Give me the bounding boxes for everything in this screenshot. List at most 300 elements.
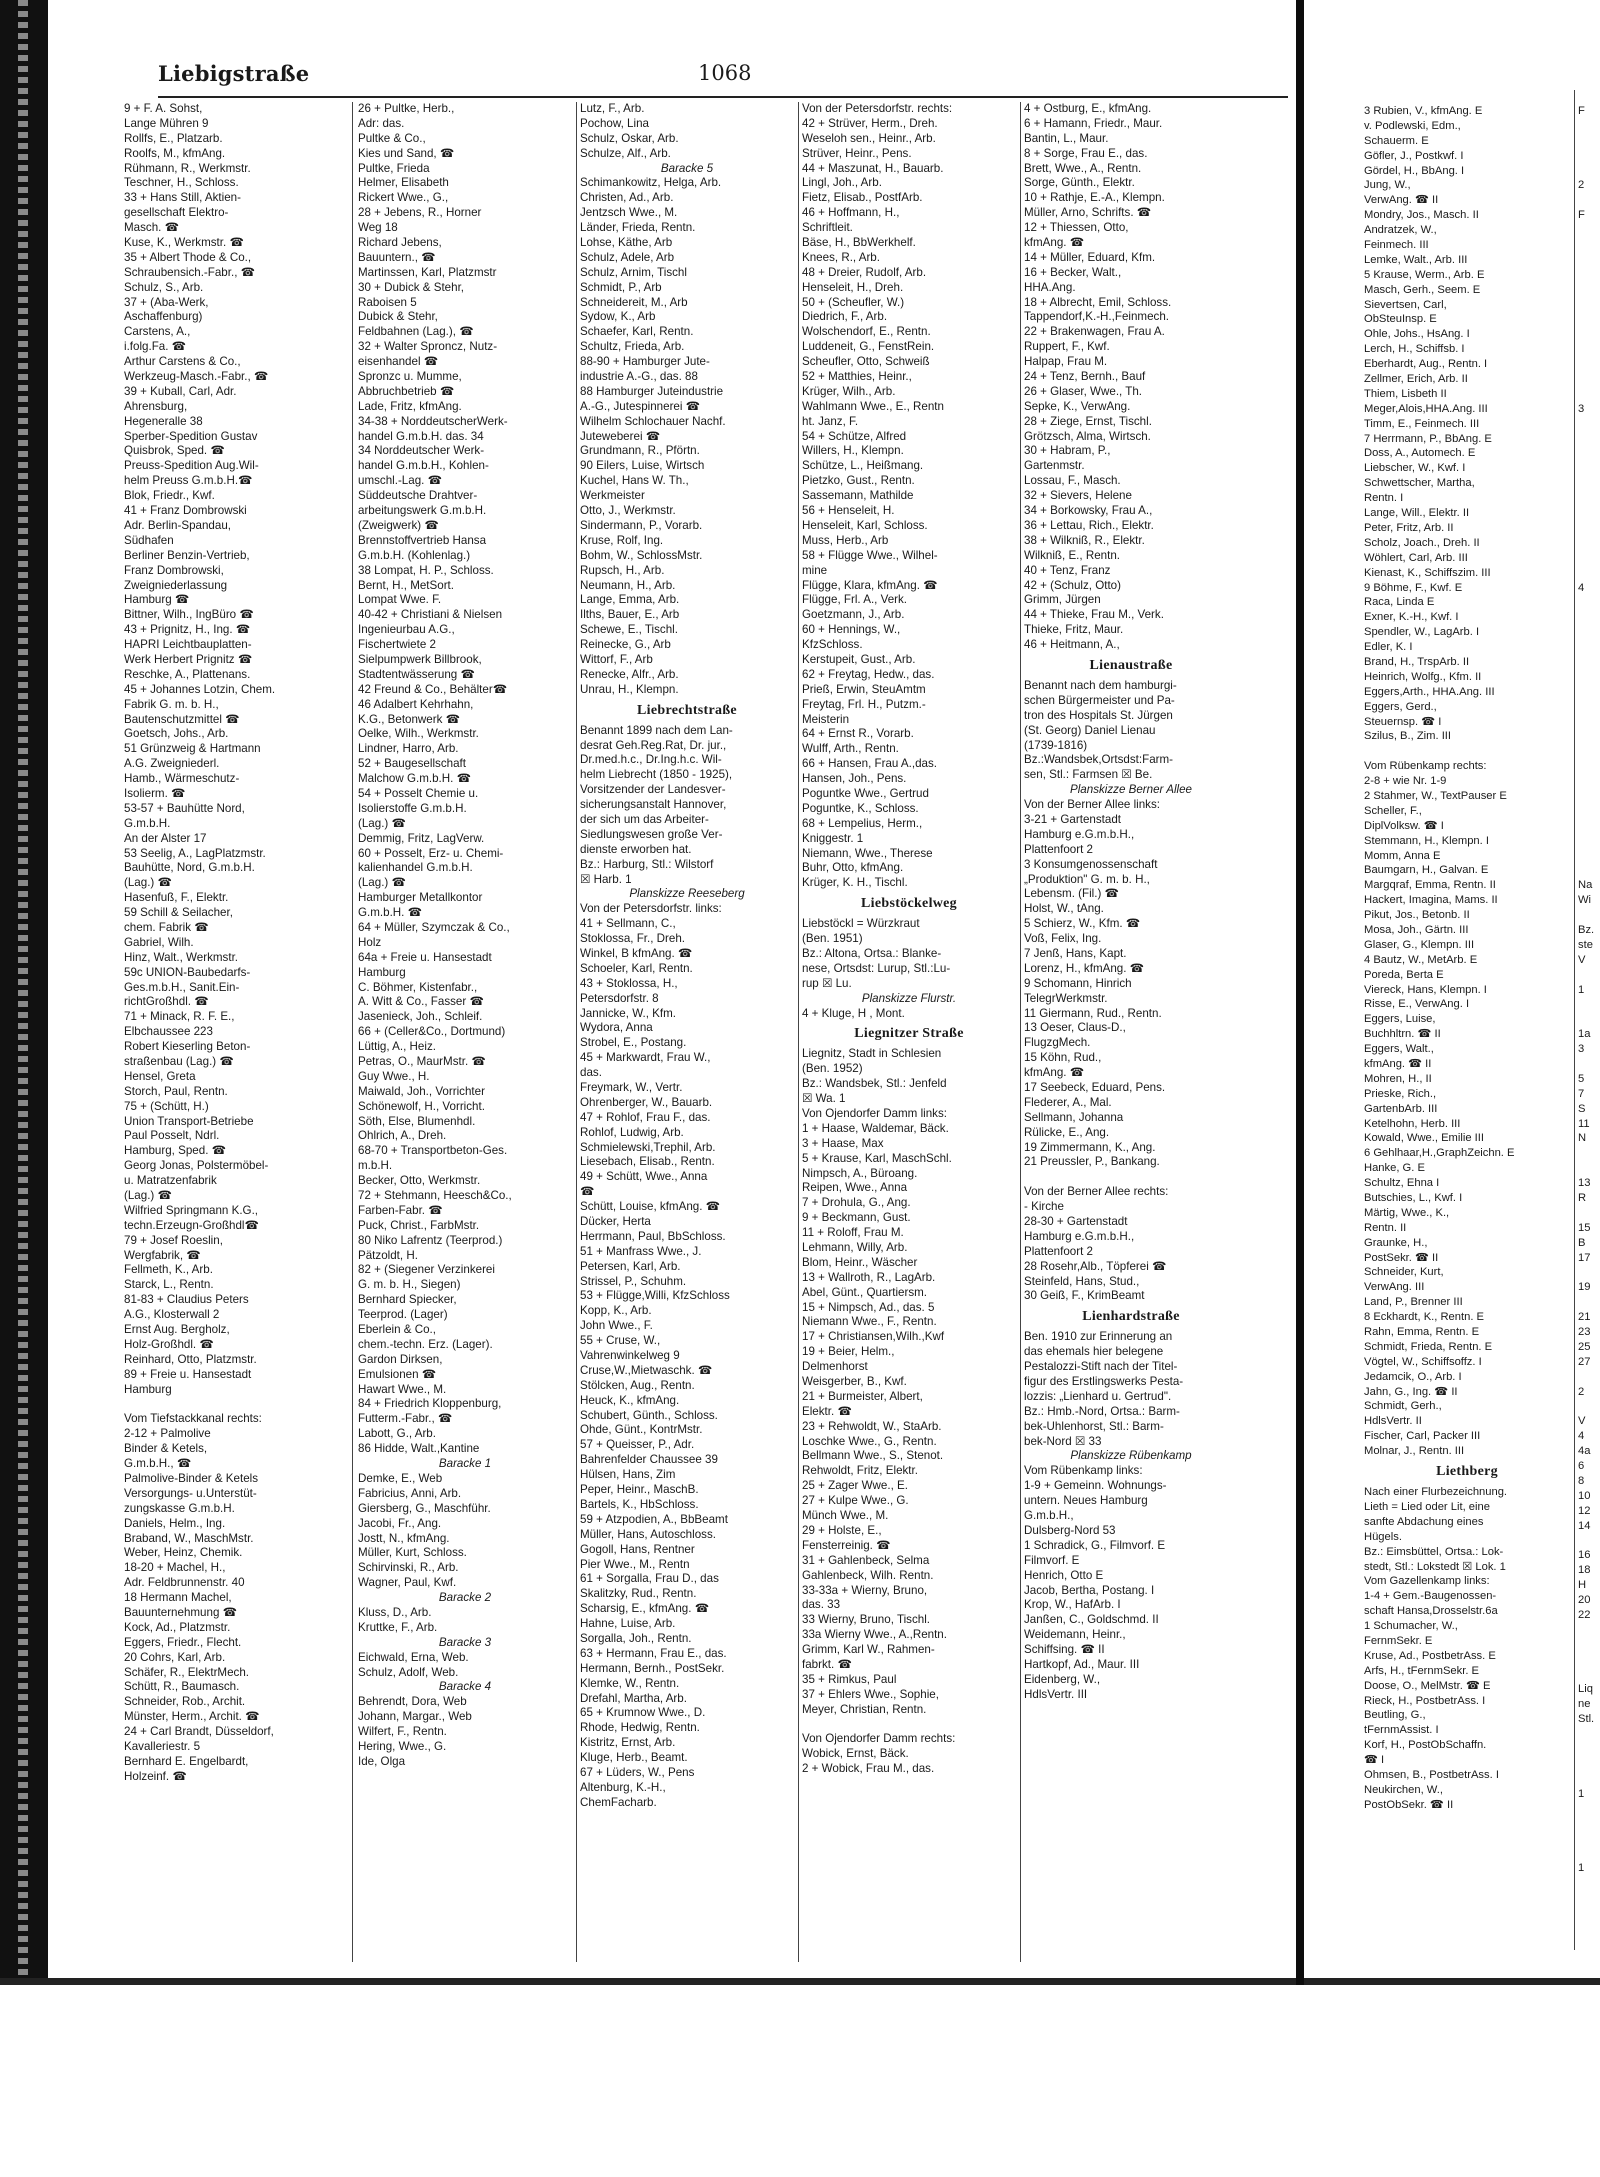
entry-line: Futterm.-Fabr., ☎ xyxy=(358,1412,453,1426)
entry-line: 66 + Hansen, Frau A.,das. xyxy=(802,757,938,771)
entry-line: Kuchel, Hans W. Th., xyxy=(580,474,689,488)
entry-line: R xyxy=(1578,1192,1587,1205)
entry-line: Schmielewski,Trephil, Arb. xyxy=(580,1140,716,1154)
entry-line: Binder & Ketels, xyxy=(124,1442,208,1456)
entry-line: 43 + Stoklossa, H., xyxy=(580,976,678,990)
section-note: Baracke 5 xyxy=(660,161,714,175)
entry-line: Pätzoldt, H. xyxy=(358,1248,418,1262)
entry-line: Behrendt, Dora, Web xyxy=(358,1695,467,1709)
entry-line: HHA.Ang. xyxy=(1024,280,1076,294)
entry-line: 12 xyxy=(1578,1504,1591,1517)
entry-line: Ohde, Günt., KontrMstr. xyxy=(580,1423,703,1437)
entry-line: 9 Böhme, F., Kwf. E xyxy=(1364,581,1463,594)
entry-line: 20 xyxy=(1578,1594,1591,1607)
entry-line xyxy=(1578,298,1600,313)
entry-line: Ges.m.b.H., Sanit.Ein- xyxy=(124,980,240,994)
entry-line: Teerprod. (Lager) xyxy=(358,1308,448,1322)
entry-line xyxy=(1578,446,1600,461)
entry-line: kfmAng. ☎ xyxy=(1024,236,1085,250)
column-rule xyxy=(576,102,577,1962)
entry-line: Goetsch, Johs., Arb. xyxy=(124,727,229,741)
entry-line: 10 xyxy=(1578,1489,1591,1502)
entry-line: helm Preuss G.m.b.H.☎ xyxy=(124,474,253,488)
entry-line: 39 + Kuball, Carl, Adr. xyxy=(124,384,237,398)
entry-line: 90 Eilers, Luise, Wirtsch xyxy=(580,459,705,473)
street-heading: Liethberg xyxy=(1436,1464,1498,1480)
entry-line: Guy Wwe., H. xyxy=(358,1069,430,1083)
entry-line: Eggers, Luise, xyxy=(1364,1013,1436,1026)
entry-line: 55 + Cruse, W., xyxy=(580,1334,661,1348)
entry-line: Juteweberei ☎ xyxy=(580,429,661,443)
entry-line: Unrau, H., Klempn. xyxy=(580,682,679,696)
entry-line: 68-70 + Transportbeton-Ges. xyxy=(358,1144,508,1158)
entry-line: 32 + Sievers, Helene xyxy=(1024,489,1132,503)
entry-line: Krüger, Wilh., Arb. xyxy=(802,384,896,398)
entry-line: 9 + Beckmann, Gust. xyxy=(802,1211,911,1225)
entry-line: Bz.: Eimsbüttel, Ortsa.: Lok- xyxy=(1364,1545,1504,1558)
entry-line: 2 Stahmer, W., TextPauser E xyxy=(1364,789,1507,802)
entry-line: 1a xyxy=(1578,1028,1591,1041)
entry-line: Bahrenfelder Chaussee 39 xyxy=(580,1453,718,1467)
entry-line: Altenburg, K.-H., xyxy=(580,1780,666,1794)
entry-line: Becker, Otto, Werkmstr. xyxy=(358,1174,481,1188)
entry-line: Butschies, L., Kwf. I xyxy=(1364,1192,1463,1205)
entry-line: F xyxy=(1578,209,1585,222)
entry-line: das. 33 xyxy=(802,1598,841,1612)
entry-line: Reinecke, G., Arb xyxy=(580,638,671,652)
entry-line: chem. Fabrik ☎ xyxy=(124,920,209,934)
entry-line: Jasenieck, Joh., Schleif. xyxy=(358,1010,483,1024)
entry-line: 15 xyxy=(1578,1221,1591,1234)
entry-line xyxy=(1578,253,1600,268)
entry-line: 51 + Manfrass Wwe., J. xyxy=(580,1244,702,1258)
entry-line: 9 + F. A. Sohst, xyxy=(124,102,203,115)
entry-line: Lieth = Lied oder Lit, eine xyxy=(1364,1500,1490,1513)
entry-line: Szilus, B., Zim. III xyxy=(1364,730,1452,743)
entry-line xyxy=(1578,1295,1600,1310)
entry-line: Korf, H., PostObSchaffn. xyxy=(1364,1739,1487,1752)
entry-line: 3 + Haase, Max xyxy=(802,1136,884,1150)
column-4 xyxy=(802,102,1016,1970)
entry-line: 67 + Lüders, W., Pens xyxy=(580,1765,695,1779)
entry-line: 5 Schierz, W., Kfm. ☎ xyxy=(1024,917,1141,931)
entry-line: Martinssen, Karl, Platzmstr xyxy=(358,265,497,279)
entry-line: 16 + Becker, Walt., xyxy=(1024,265,1122,279)
entry-line: Schirvinski, R., Arb. xyxy=(358,1561,459,1575)
entry-line: Arthur Carstens & Co., xyxy=(124,355,241,369)
entry-line: sanfte Abdachung eines xyxy=(1364,1515,1484,1528)
entry-line: 1 Schumacher, W., xyxy=(1364,1620,1458,1633)
entry-line: Carstens, A., xyxy=(124,325,191,339)
entry-line: tFernmAssist. I xyxy=(1364,1724,1439,1737)
entry-line: kfmAng. ☎ xyxy=(1024,1066,1085,1080)
entry-line: Sievertsen, Carl, xyxy=(1364,298,1447,311)
entry-line: Spendler, W., LagArb. I xyxy=(1364,626,1480,639)
entry-line: Ide, Olga xyxy=(358,1754,406,1768)
entry-line: Nimpsch, A., Büroang. xyxy=(802,1166,918,1180)
entry-line: Voß, Felix, Ing. xyxy=(1024,932,1102,946)
entry-line: Oelke, Wilh., Werkmstr. xyxy=(358,727,479,741)
entry-line: G.m.b.H., xyxy=(1024,1509,1074,1523)
entry-line: 25 + Zager Wwe., E. xyxy=(802,1479,908,1493)
entry-line: Scheufler, Otto, Schweiß xyxy=(802,355,930,369)
entry-line: Masch. ☎ xyxy=(124,221,180,235)
entry-line: 4 + Ostburg, E., kfmAng. xyxy=(1024,102,1152,115)
entry-line: Spronzc u. Mumme, xyxy=(358,370,462,384)
entry-line: Kavalleriestr. 5 xyxy=(124,1739,201,1753)
entry-line xyxy=(1578,1816,1600,1831)
entry-line: 29 + Holste, E., xyxy=(802,1523,882,1537)
entry-line: Malchow G.m.b.H. ☎ xyxy=(358,772,472,786)
entry-line: Margqraf, Emma, Rentn. II xyxy=(1364,879,1496,892)
entry-line: Fensterreinig. ☎ xyxy=(802,1538,891,1552)
entry-line xyxy=(1578,1876,1600,1891)
entry-line: Liq xyxy=(1578,1683,1593,1696)
entry-line: 60 + Hennings, W., xyxy=(802,623,901,637)
entry-line: Schulz, Adolf, Web. xyxy=(358,1665,459,1679)
entry-line: Bittner, Wilh., IngBüro ☎ xyxy=(124,608,254,622)
entry-line: Meger,Alois,HHA.Ang. III xyxy=(1364,402,1488,415)
entry-line: N xyxy=(1578,1132,1587,1145)
entry-line: Beutling, G., xyxy=(1364,1709,1426,1722)
entry-line: Schütze, L., Heißmang. xyxy=(802,459,924,473)
entry-line: 19 xyxy=(1578,1281,1591,1294)
entry-line: 20 Cohrs, Karl, Arb. xyxy=(124,1650,226,1664)
entry-line: Schulz, S., Arb. xyxy=(124,280,204,294)
entry-line: Hamburg e.G.m.b.H., xyxy=(1024,827,1135,841)
column-5 xyxy=(1024,102,1238,1970)
entry-line: Von Ojendorfer Damm rechts: xyxy=(802,1732,956,1746)
entry-line: Scheller, F., xyxy=(1364,804,1422,817)
entry-line: richtGroßhdl. ☎ xyxy=(124,995,209,1009)
entry-line: das. xyxy=(580,1066,602,1080)
entry-line: Südhafen xyxy=(124,533,174,547)
entry-line: Von der Petersdorfstr. links: xyxy=(580,902,722,916)
entry-line xyxy=(1578,640,1600,655)
entry-line: Hügels. xyxy=(1364,1530,1402,1543)
entry-line: 30 + Habram, P., xyxy=(1024,444,1111,458)
entry-line xyxy=(1578,1534,1600,1549)
entry-line: arbeitungswerk G.m.b.H. xyxy=(358,504,487,518)
entry-line xyxy=(1578,1012,1600,1027)
entry-line: Zweigniederlassung xyxy=(124,578,228,592)
entry-line: Diedrich, F., Arb. xyxy=(802,310,888,324)
entry-line: Jahn, G., Ing. ☎ II xyxy=(1364,1385,1458,1398)
entry-line: Helmer, Elisabeth xyxy=(358,176,449,190)
entry-line: 9 Schomann, Hinrich xyxy=(1024,976,1132,990)
entry-line: Werkzeug-Masch.-Fabr., ☎ xyxy=(124,370,269,384)
entry-line: Lorenz, H., kfmAng. ☎ xyxy=(1024,961,1145,975)
entry-line: 33 + Hans Still, Aktien- xyxy=(124,191,241,205)
entry-line: Brand, H., TrspArb. II xyxy=(1364,655,1470,668)
entry-line: 2 xyxy=(1578,179,1585,192)
entry-line: Hamb., Wärmeschutz- xyxy=(124,772,240,786)
entry-line: 59 Schill & Seilacher, xyxy=(124,906,233,920)
entry-line: 7 xyxy=(1578,1087,1585,1100)
entry-line: fabrkt. ☎ xyxy=(802,1657,852,1671)
entry-line: Lange Mühren 9 xyxy=(124,116,209,130)
entry-line xyxy=(1578,625,1600,640)
entry-line: 1 xyxy=(1578,1787,1585,1800)
entry-line: Ernst Aug. Bergholz, xyxy=(124,1323,230,1337)
entry-line: Adr: das. xyxy=(358,116,405,130)
section-note: Planskizze Reeseberg xyxy=(629,887,745,901)
entry-line: sicherungsanstalt Hannover, xyxy=(580,798,727,812)
entry-line: Meyer, Christian, Rentn. xyxy=(802,1702,927,1716)
entry-line: bek-Uhlenhorst, Stl.: Barm- xyxy=(1024,1419,1164,1433)
entry-line: 1 xyxy=(1578,983,1585,996)
entry-line: 7 Jenß, Hans, Kapt. xyxy=(1024,946,1127,960)
entry-line: Münch Wwe., M. xyxy=(802,1509,889,1523)
entry-line: Bauhütte, Nord, G.m.b.H. xyxy=(124,861,255,875)
entry-line: Plattenfoort 2 xyxy=(1024,842,1093,856)
entry-line: 43 + Prignitz, H., Ing. ☎ xyxy=(124,623,251,637)
entry-line: Schulze, Alf., Arb. xyxy=(580,146,671,160)
entry-line: KfzSchloss. xyxy=(802,638,863,652)
entry-line: u. Matratzenfabrik xyxy=(124,1174,217,1188)
entry-line: 11 Giermann, Rud., Rentn. xyxy=(1024,1006,1162,1020)
entry-line: Schulz, Arnim, Tischl xyxy=(580,265,687,279)
entry-line: Hülsen, Hans, Zim xyxy=(580,1468,676,1482)
entry-line: Bernt, H., MetSort. xyxy=(358,578,454,592)
entry-line: 8 + Sorge, Frau E., das. xyxy=(1024,146,1148,160)
entry-line: Kowald, Wwe., Emilie III xyxy=(1364,1132,1484,1145)
entry-line: Sperber-Spedition Gustav xyxy=(124,429,258,443)
entry-line: lozzis: „Lienhard u. Gertrud". xyxy=(1024,1389,1172,1403)
entry-line xyxy=(1578,491,1600,506)
entry-line: 5 xyxy=(1578,1072,1585,1085)
entry-line: John Wwe., F. xyxy=(580,1319,653,1333)
entry-line xyxy=(1578,908,1600,923)
entry-line: 52 + Matthies, Heinr., xyxy=(802,370,912,384)
entry-line: Sielpumpwerk Billbrook, xyxy=(358,652,482,666)
entry-line: G.m.b.H. xyxy=(124,816,171,830)
entry-line: Loschke Wwe., G., Rentn. xyxy=(802,1434,937,1448)
entry-line: handel G.m.b.H. das. 34 xyxy=(358,429,484,443)
entry-line: 35 + Albert Thode & Co., xyxy=(124,250,252,264)
entry-line: Rühmann, R., Werkmstr. xyxy=(124,161,251,175)
entry-line: Schwettscher, Martha, xyxy=(1364,477,1475,490)
entry-line xyxy=(1578,283,1600,298)
entry-line xyxy=(1578,804,1600,819)
entry-line: 65 + Krumnow Wwe., D. xyxy=(580,1706,706,1720)
entry-line: Daniels, Helm., Ing. xyxy=(124,1516,226,1530)
entry-line: 40 + Tenz, Franz xyxy=(1024,563,1111,577)
entry-line: Lange, Emma, Arb. xyxy=(580,593,680,607)
entry-line: Otto, J., Werkmstr. xyxy=(580,504,676,518)
entry-line: Ilths, Bauer, E., Arb xyxy=(580,608,680,622)
entry-line: 3 Rubien, V., kfmAng. E xyxy=(1364,105,1483,117)
entry-line: Doose, O., MelMstr. ☎ E xyxy=(1364,1679,1491,1692)
entry-line: Johann, Margar., Web xyxy=(358,1710,472,1724)
entry-line xyxy=(1578,342,1600,357)
entry-line: Lompat Wwe. F. xyxy=(358,593,442,607)
entry-line: Schoeler, Karl, Rentn. xyxy=(580,961,693,975)
entry-line: Mondry, Jos., Masch. II xyxy=(1364,209,1479,222)
entry-line: Wilhelm Schlochauer Nachf. xyxy=(580,414,726,428)
entry-line xyxy=(1578,566,1600,581)
street-heading: Lienaustraße xyxy=(1089,657,1173,673)
entry-line: Poguntke Wwe., Gertrud xyxy=(802,786,929,800)
entry-line: Schaefer, Karl, Rentn. xyxy=(580,325,694,339)
entry-line: Vom Rübenkamp rechts: xyxy=(1364,760,1487,773)
entry-line: schaft Hansa,Drosselstr.6a xyxy=(1364,1605,1498,1618)
entry-line: Söth, Else, Blumenhdl. xyxy=(358,1114,476,1128)
entry-line: techn.Erzeugn-Großhdl☎ xyxy=(124,1218,259,1232)
entry-line: Hawart Wwe., M. xyxy=(358,1382,447,1396)
entry-line: Schulz, Oskar, Arb. xyxy=(580,131,679,145)
entry-line: C. Böhmer, Kistenfabr., xyxy=(358,980,478,994)
entry-line: Pultke & Co., xyxy=(358,131,426,145)
entry-line: Bz.: Harburg, Stl.: Wilstorf xyxy=(580,857,714,871)
entry-line xyxy=(1578,700,1600,715)
entry-line: (Lag.) ☎ xyxy=(124,876,172,890)
entry-line: 16 xyxy=(1578,1549,1591,1562)
entry-line: Skalitzky, Rud., Rentn. xyxy=(580,1587,697,1601)
entry-line xyxy=(124,1397,338,1412)
entry-line: 2-8 + wie Nr. 1-9 xyxy=(1364,775,1447,788)
entry-line: Wagner, Paul, Kwf. xyxy=(358,1576,457,1590)
entry-line: Schneider, Rob., Archit. xyxy=(124,1695,246,1709)
entry-line: 44 + Maszunat, H., Bauarb. xyxy=(802,161,944,175)
entry-line: Ohlrich, A., Dreh. xyxy=(358,1129,447,1143)
entry-line: Peper, Heinr., MaschB. xyxy=(580,1483,699,1497)
entry-line: Pestalozzi-Stift nach der Titel- xyxy=(1024,1360,1178,1374)
running-header xyxy=(158,57,1288,91)
entry-line: ht. Janz, F. xyxy=(802,414,859,428)
entry-line xyxy=(1578,1638,1600,1653)
entry-line: G.m.b.H. (Kohlenlag.) xyxy=(358,548,471,562)
entry-line: 21 + Burmeister, Albert, xyxy=(802,1389,923,1403)
entry-line: V xyxy=(1578,953,1586,966)
entry-line: 11 xyxy=(1578,1117,1590,1130)
column-rule xyxy=(1020,102,1021,1962)
entry-line: Gogoll, Hans, Rentner xyxy=(580,1542,695,1556)
entry-line: A.G. Zweigniederl. xyxy=(124,757,220,771)
entry-line: Thiem, Lisbeth II xyxy=(1364,387,1447,400)
entry-line xyxy=(1578,834,1600,849)
entry-line xyxy=(1578,655,1600,670)
entry-line: Bz.: Hmb.-Nord, Ortsa.: Barm- xyxy=(1024,1404,1180,1418)
entry-line xyxy=(1578,595,1600,610)
entry-line: F xyxy=(1578,105,1585,117)
entry-line: Stemmann, H., Klempn. I xyxy=(1364,834,1489,847)
entry-line: Thieke, Fritz, Maur. xyxy=(1024,623,1124,637)
entry-line: Jedamcik, O., Arb. I xyxy=(1364,1370,1462,1383)
entry-line: Feldbahnen (Lag.), ☎ xyxy=(358,325,474,339)
entry-line: 4a xyxy=(1578,1445,1591,1458)
entry-line: Von Ojendorfer Damm links: xyxy=(802,1107,947,1120)
entry-line: Sydow, K., Arb xyxy=(580,310,656,324)
entry-line: 63 + Hermann, Frau E., das. xyxy=(580,1646,727,1660)
entry-line: Sepke, K., VerwAng. xyxy=(1024,399,1131,413)
entry-line xyxy=(1364,744,1570,759)
entry-line: 21 xyxy=(1578,1311,1591,1324)
entry-line: Wydora, Anna xyxy=(580,1021,653,1035)
entry-line: Momm, Anna E xyxy=(1364,849,1441,862)
entry-line: Glaser, G., Klempn. III xyxy=(1364,938,1475,951)
entry-line: Wilkniß, E., Rentn. xyxy=(1024,548,1120,562)
header-rule xyxy=(158,96,1288,98)
entry-line: Kienast, K., Schiffszim. III xyxy=(1364,566,1491,579)
entry-line: 84 + Friedrich Kloppenburg, xyxy=(358,1397,502,1411)
street-heading: Lienhardstraße xyxy=(1082,1309,1180,1325)
entry-line: Luddeneit, G., FenstRein. xyxy=(802,340,935,354)
street-heading: Liebstöckelweg xyxy=(861,896,957,912)
entry-line: 4 + Kluge, H , Mont. xyxy=(802,1006,905,1020)
page-gutter xyxy=(1296,0,1304,1985)
entry-line xyxy=(1578,372,1600,387)
entry-line: Vom Gazellenkamp links: xyxy=(1364,1575,1490,1588)
section-note: Planskizze Flurstr. xyxy=(861,991,957,1005)
entry-line: Wilfried Springmann K.G., xyxy=(124,1203,259,1217)
entry-line: Labott, G., Arb. xyxy=(358,1427,436,1441)
section-note: Baracke 3 xyxy=(438,1635,492,1649)
entry-line: 26 + Glaser, Wwe., Th. xyxy=(1024,384,1143,398)
entry-line: Schmidt, P., Arb xyxy=(580,280,662,294)
entry-line: Feinmech. III xyxy=(1364,239,1429,252)
entry-line xyxy=(1578,789,1600,804)
entry-line: Demke, E., Web xyxy=(358,1471,443,1485)
entry-line: Richard Jebens, xyxy=(358,236,442,250)
entry-line: Blom, Heinr., Wäscher xyxy=(802,1255,918,1269)
entry-line: 15 + Nimpsch, Ad., das. 5 xyxy=(802,1300,935,1314)
entry-line: 32 + Walter Sproncz, Nutz- xyxy=(358,340,498,354)
entry-line: Berliner Benzin-Vertrieb, xyxy=(124,548,250,562)
entry-line: 4 xyxy=(1578,1430,1585,1443)
entry-line: Exner, K.-H., Kwf. I xyxy=(1364,611,1459,624)
entry-line: Schäfer, R., ElektrMech. xyxy=(124,1665,250,1679)
entry-line: Muss, Herb., Arb xyxy=(802,533,889,547)
entry-line: Rentn. I xyxy=(1364,492,1404,505)
entry-line: 3 Konsumgenossenschaft xyxy=(1024,857,1158,871)
entry-line: Knees, R., Arb. xyxy=(802,250,880,264)
entry-line xyxy=(1578,997,1600,1012)
entry-line: Henseleit, Karl, Schloss. xyxy=(802,518,928,532)
entry-line: Adr. Feldbrunnenstr. 40 xyxy=(124,1576,245,1590)
entry-line xyxy=(1578,1727,1600,1742)
entry-line: Lingl, Joh., Arb. xyxy=(802,176,882,190)
entry-line: Benannt nach dem hamburgi- xyxy=(1024,678,1177,692)
entry-line: Bantin, L., Maur. xyxy=(1024,131,1109,145)
entry-line: 22 xyxy=(1578,1608,1591,1621)
entry-line: PostSekr. ☎ II xyxy=(1364,1251,1439,1264)
entry-line: VerwAng. III xyxy=(1364,1281,1425,1294)
entry-line: Reschke, A., Plattenans. xyxy=(124,667,251,681)
entry-line: 10 + Rathje, E.-A., Klempn. xyxy=(1024,191,1165,205)
entry-line xyxy=(1578,506,1600,521)
entry-line xyxy=(1578,1057,1600,1072)
entry-line xyxy=(1578,119,1600,134)
entry-line: 7 Herrmann, P., BbAng. E xyxy=(1364,432,1492,445)
entry-line: Bautenschutzmittel ☎ xyxy=(124,712,240,726)
entry-line: Liebstöckl = Würzkraut xyxy=(802,917,920,931)
entry-line: (Lag.) ☎ xyxy=(358,876,406,890)
entry-line: 18 Hermann Machel, xyxy=(124,1591,232,1605)
entry-line: 86 Hidde, Walt.,Kantine xyxy=(358,1442,480,1456)
entry-line: ne xyxy=(1578,1698,1591,1711)
entry-line: i.folg.Fa. ☎ xyxy=(124,340,187,354)
entry-line: gesellschaft Elektro- xyxy=(124,206,229,220)
entry-line: 51 Grünzweig & Hartmann xyxy=(124,742,261,756)
entry-line: Dulsberg-Nord 53 xyxy=(1024,1523,1116,1537)
section-note: Planskizze Rübenkamp xyxy=(1070,1449,1192,1463)
entry-line: (Ben. 1952) xyxy=(802,1062,863,1076)
entry-line: 3 xyxy=(1578,402,1585,415)
entry-line xyxy=(1578,461,1600,476)
entry-line: Christen, Ad., Arb. xyxy=(580,191,674,205)
entry-line: HdlsVertr. II xyxy=(1364,1415,1422,1428)
